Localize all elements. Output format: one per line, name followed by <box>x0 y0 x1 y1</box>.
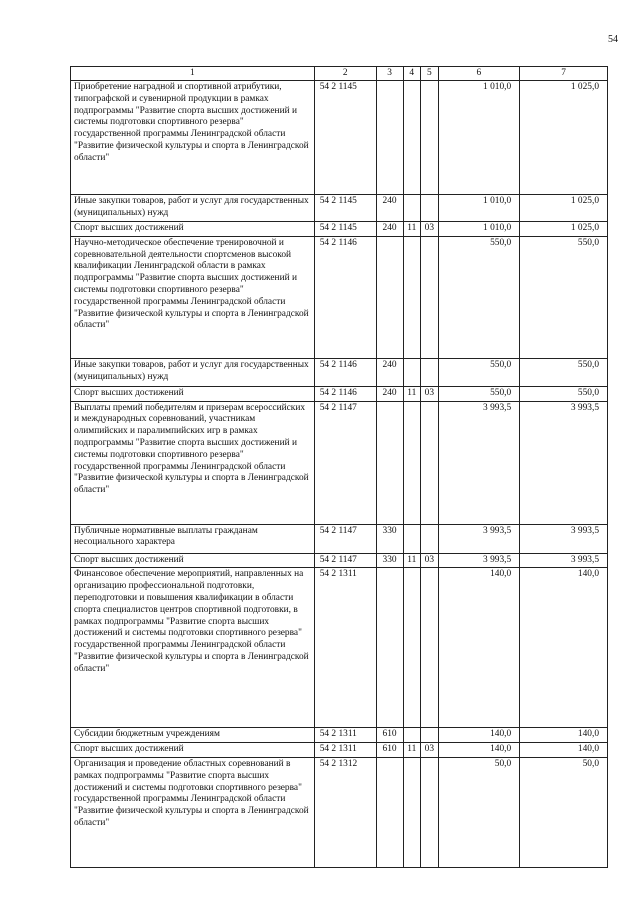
cell-section <box>403 358 421 386</box>
cell-name: Субсидии бюджетным учреждениям <box>71 728 315 743</box>
table-row <box>71 524 608 553</box>
cell-section <box>403 236 421 358</box>
cell-subsection <box>421 81 439 195</box>
cell-subsection <box>421 236 439 358</box>
cell-code: 54 2 1311 <box>314 568 376 728</box>
cell-subsection: 03 <box>421 386 439 401</box>
cell-amount-2: 140,0 <box>520 743 608 758</box>
cell-name: Иные закупки товаров, работ и услуг для государственных (муниципальных) нужд <box>71 358 315 386</box>
cell-code: 54 2 1146 <box>314 236 376 358</box>
cell-amount-2: 3 993,5 <box>520 553 608 568</box>
table-row <box>71 195 608 222</box>
table-row <box>71 568 608 728</box>
column-number-row <box>71 67 608 81</box>
cell-code: 54 2 1145 <box>314 195 376 222</box>
cell-subsection: 03 <box>421 222 439 237</box>
cell-expense-type: 330 <box>376 524 403 553</box>
cell-amount-1: 140,0 <box>438 743 520 758</box>
cell-code: 54 2 1312 <box>314 757 376 867</box>
cell-subsection <box>421 568 439 728</box>
cell-amount-1: 550,0 <box>438 236 520 358</box>
cell-expense-type <box>376 757 403 867</box>
cell-name: Спорт высших достижений <box>71 553 315 568</box>
cell-amount-2: 3 993,5 <box>520 524 608 553</box>
cell-section: 11 <box>403 743 421 758</box>
table-row <box>71 81 608 195</box>
cell-expense-type <box>376 401 403 524</box>
cell-name: Финансовое обеспечение мероприятий, направленных на организацию профессиональной подготовки, переподготовки и повышения квалификации в области спорта специалистов центров спортивной подготовки, в рамках подпрограммы "Развитие спорта высших достижений и системы подготовки спортивного резерва" государственной программы Ленинградской области "Развитие физической культуры и спорта в Ленинградской области" <box>71 568 315 728</box>
column-header: 4 <box>403 67 421 81</box>
cell-section <box>403 81 421 195</box>
cell-amount-2: 1 025,0 <box>520 195 608 222</box>
cell-amount-2: 140,0 <box>520 568 608 728</box>
table-row <box>71 401 608 524</box>
cell-subsection <box>421 195 439 222</box>
table-row <box>71 236 608 358</box>
cell-subsection <box>421 757 439 867</box>
cell-amount-1: 550,0 <box>438 386 520 401</box>
cell-expense-type <box>376 568 403 728</box>
cell-name: Спорт высших достижений <box>71 743 315 758</box>
cell-amount-1: 3 993,5 <box>438 524 520 553</box>
cell-name: Спорт высших достижений <box>71 222 315 237</box>
cell-amount-1: 550,0 <box>438 358 520 386</box>
cell-code: 54 2 1145 <box>314 81 376 195</box>
cell-expense-type: 610 <box>376 728 403 743</box>
cell-amount-1: 50,0 <box>438 757 520 867</box>
cell-section <box>403 195 421 222</box>
cell-expense-type: 240 <box>376 195 403 222</box>
cell-expense-type: 240 <box>376 222 403 237</box>
column-header: 6 <box>438 67 520 81</box>
table-row <box>71 728 608 743</box>
cell-code: 54 2 1146 <box>314 358 376 386</box>
column-header: 2 <box>314 67 376 81</box>
cell-section: 11 <box>403 222 421 237</box>
cell-section <box>403 524 421 553</box>
cell-expense-type <box>376 236 403 358</box>
cell-section <box>403 568 421 728</box>
cell-section: 11 <box>403 386 421 401</box>
page-number: 54 <box>608 34 618 45</box>
cell-amount-2: 3 993,5 <box>520 401 608 524</box>
column-header: 3 <box>376 67 403 81</box>
cell-amount-2: 1 025,0 <box>520 222 608 237</box>
table-row <box>71 358 608 386</box>
cell-subsection <box>421 401 439 524</box>
cell-section <box>403 401 421 524</box>
cell-section <box>403 757 421 867</box>
cell-amount-1: 3 993,5 <box>438 401 520 524</box>
cell-expense-type: 240 <box>376 358 403 386</box>
cell-amount-1: 3 993,5 <box>438 553 520 568</box>
table-row <box>71 553 608 568</box>
cell-code: 54 2 1147 <box>314 524 376 553</box>
cell-amount-1: 140,0 <box>438 728 520 743</box>
table-row <box>71 222 608 237</box>
column-header: 5 <box>421 67 439 81</box>
cell-subsection <box>421 524 439 553</box>
cell-amount-2: 550,0 <box>520 386 608 401</box>
cell-amount-1: 1 010,0 <box>438 222 520 237</box>
cell-name: Иные закупки товаров, работ и услуг для государственных (муниципальных) нужд <box>71 195 315 222</box>
cell-amount-1: 140,0 <box>438 568 520 728</box>
cell-code: 54 2 1145 <box>314 222 376 237</box>
cell-amount-1: 1 010,0 <box>438 81 520 195</box>
cell-name: Выплаты премий победителям и призерам всероссийских и международных соревнований, участникам олимпийских и паралимпийских игр в рамках подпрограммы "Развитие спорта высших достижений и системы подготовки спортивного резерва" государственной программы Ленинградской области "Развитие физической культуры и спорта в Ленинградской области" <box>71 401 315 524</box>
table-row <box>71 757 608 867</box>
budget-table <box>70 66 608 868</box>
cell-expense-type: 330 <box>376 553 403 568</box>
cell-expense-type: 610 <box>376 743 403 758</box>
cell-amount-2: 140,0 <box>520 728 608 743</box>
cell-amount-2: 550,0 <box>520 236 608 358</box>
cell-name: Публичные нормативные выплаты гражданам несоциального характера <box>71 524 315 553</box>
cell-amount-1: 1 010,0 <box>438 195 520 222</box>
column-header: 1 <box>71 67 315 81</box>
cell-expense-type: 240 <box>376 386 403 401</box>
cell-amount-2: 550,0 <box>520 358 608 386</box>
cell-name: Приобретение наградной и спортивной атрибутики, типографской и сувенирной продукции в рамках подпрограммы "Развитие спорта высших достижений и системы подготовки спортивного резерва" государственной программы Ленинградской области "Развитие физической культуры и спорта в Ленинградской области" <box>71 81 315 195</box>
cell-section <box>403 728 421 743</box>
table-row <box>71 386 608 401</box>
cell-name: Спорт высших достижений <box>71 386 315 401</box>
cell-code: 54 2 1311 <box>314 728 376 743</box>
column-header: 7 <box>520 67 608 81</box>
cell-name: Организация и проведение областных соревнований в рамках подпрограммы "Развитие спорта высших достижений и системы подготовки спортивного резерва" государственной программы Ленинградской области "Развитие физической культуры и спорта в Ленинградской области" <box>71 757 315 867</box>
cell-amount-2: 50,0 <box>520 757 608 867</box>
cell-amount-2: 1 025,0 <box>520 81 608 195</box>
cell-expense-type <box>376 81 403 195</box>
cell-section: 11 <box>403 553 421 568</box>
cell-name: Научно-методическое обеспечение тренировочной и соревновательной деятельности спортсменов высокой квалификации Ленинградской области в рамках подпрограммы "Развитие спорта высших достижений и системы подготовки спортивного резерва" государственной программы Ленинградской области "Развитие физической культуры и спорта в Ленинградской области" <box>71 236 315 358</box>
cell-subsection: 03 <box>421 743 439 758</box>
cell-subsection <box>421 728 439 743</box>
cell-subsection <box>421 358 439 386</box>
cell-code: 54 2 1146 <box>314 386 376 401</box>
cell-code: 54 2 1311 <box>314 743 376 758</box>
cell-subsection: 03 <box>421 553 439 568</box>
cell-code: 54 2 1147 <box>314 401 376 524</box>
table-row <box>71 743 608 758</box>
cell-code: 54 2 1147 <box>314 553 376 568</box>
